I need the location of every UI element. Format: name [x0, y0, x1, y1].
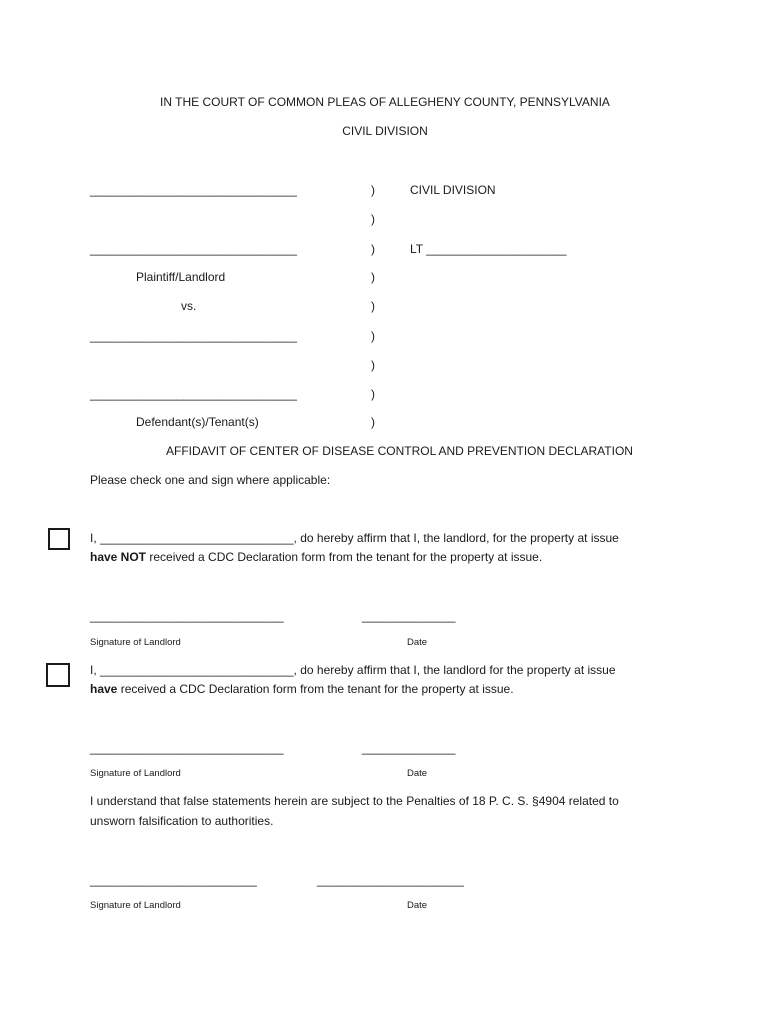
caption-paren: )	[371, 387, 375, 401]
final-signature-line[interactable]: _________________________	[90, 873, 257, 887]
option-received-checkbox[interactable]	[46, 663, 70, 687]
option2-signature-line[interactable]: _____________________________	[90, 741, 284, 755]
defendant-label: Defendant(s)/Tenant(s)	[136, 415, 259, 429]
option2-date-line[interactable]: ______________	[362, 741, 456, 755]
plaintiff-name-line-2[interactable]: _______________________________	[90, 242, 297, 256]
plaintiff-label: Plaintiff/Landlord	[136, 270, 226, 284]
final-date-line[interactable]: ______________________	[317, 873, 464, 887]
option2-statement-rest: received a CDC Declaration form from the tenant for the property at issue.	[117, 682, 514, 696]
defendant-name-line-1[interactable]: _______________________________	[90, 329, 297, 343]
option1-statement-line1: I, _____________________________, do hereby affirm that I, the landlord, for the property at issue	[90, 531, 619, 545]
caption-paren: )	[371, 299, 375, 313]
division-title: CIVIL DIVISION	[342, 124, 428, 138]
option1-statement-rest: received a CDC Declaration form from the tenant for the property at issue.	[146, 550, 543, 564]
option1-signature-label: Signature of Landlord	[90, 637, 181, 648]
option2-emphasis: have	[90, 682, 118, 696]
final-signature-label: Signature of Landlord	[90, 900, 181, 911]
versus-label: vs.	[181, 299, 197, 313]
caption-paren: )	[371, 329, 375, 343]
option2-statement-line1: I, _____________________________, do hereby affirm that I, the landlord for the property at issue	[90, 663, 616, 677]
option1-signature-line[interactable]: _____________________________	[90, 609, 284, 623]
option2-date-label: Date	[407, 768, 428, 779]
option1-statement-line2	[90, 550, 542, 564]
option2-signature-label: Signature of Landlord	[90, 768, 181, 779]
caption-paren: )	[371, 242, 375, 256]
option1-date-line[interactable]: ______________	[362, 609, 456, 623]
option2-statement-line2	[90, 682, 514, 696]
caption-civil-division: CIVIL DIVISION	[410, 183, 496, 197]
court-title: IN THE COURT OF COMMON PLEAS OF ALLEGHENY COUNTY, PENNSYLVANIA	[160, 95, 610, 109]
certification-line1: I understand that false statements herein are subject to the Penalties of 18 P. C. S. §4904 related to	[90, 794, 619, 808]
caption-paren: )	[371, 212, 375, 226]
caption-paren: )	[371, 183, 375, 197]
affidavit-title: AFFIDAVIT OF CENTER OF DISEASE CONTROL AND PREVENTION DECLARATION	[166, 444, 633, 458]
plaintiff-name-line-1[interactable]: _______________________________	[90, 183, 297, 197]
final-date-label: Date	[407, 900, 428, 911]
caption-paren: )	[371, 415, 375, 429]
option-not-received-checkbox[interactable]	[48, 528, 70, 550]
option1-date-label: Date	[407, 637, 428, 648]
case-number-field[interactable]: LT _____________________	[410, 242, 567, 256]
caption-paren: )	[371, 358, 375, 372]
caption-paren: )	[371, 270, 375, 284]
certification-line2: unsworn falsification to authorities.	[90, 814, 274, 828]
option1-emphasis: have NOT	[90, 550, 147, 564]
instruction-text: Please check one and sign where applicable:	[90, 473, 331, 487]
defendant-name-line-2[interactable]: _______________________________	[90, 387, 297, 401]
